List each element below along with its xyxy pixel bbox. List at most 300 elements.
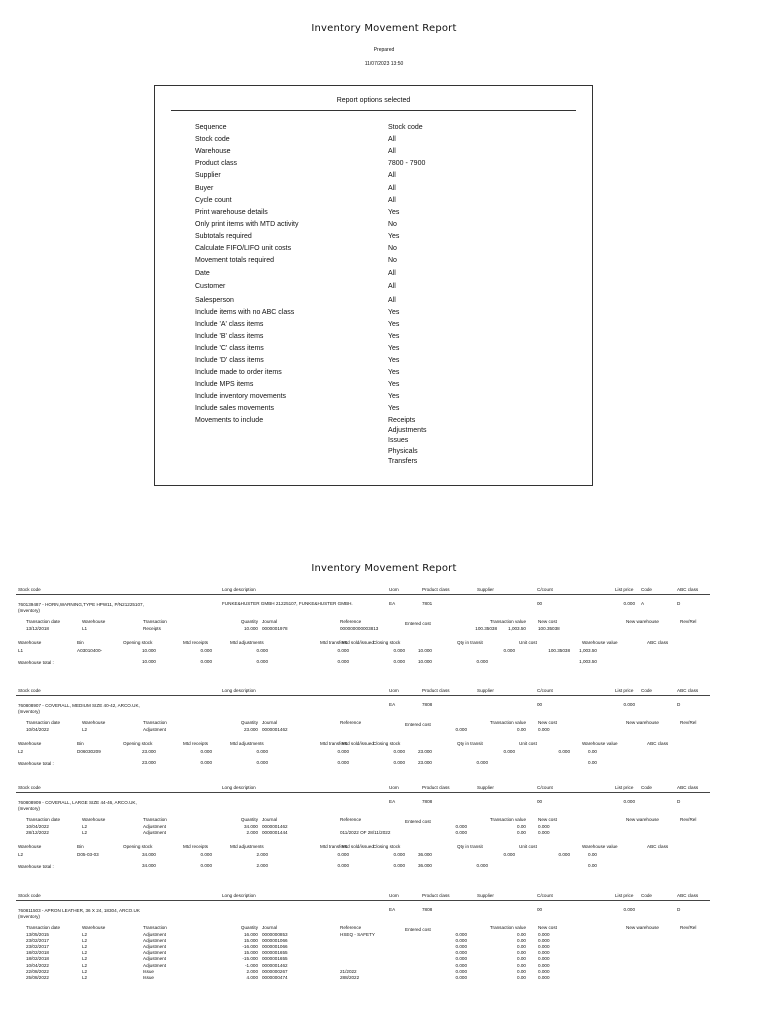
option-label: Customer [195, 283, 226, 290]
option-label: Only print items with MTD activity [195, 221, 299, 228]
warehouse-column-header: Mtd receipts [183, 741, 209, 747]
option-value: Yes [388, 233, 400, 240]
uom-value: EA [389, 702, 396, 707]
mtd-transfers: 0.000 [337, 648, 349, 654]
section-divider [16, 900, 710, 901]
option-label: Include 'D' class items [195, 357, 264, 364]
qty-in-transit: 0.000 [503, 749, 515, 755]
option-row [195, 367, 575, 378]
entered-cost: 0.000 [455, 968, 467, 974]
product-class-value: 7808 [422, 702, 433, 707]
inventory-label: (Inventory) [18, 608, 40, 613]
list-price-value: 0.000 [623, 601, 635, 606]
transaction-value: 0.00 [517, 938, 526, 944]
transaction-column-header: Warehouse [82, 619, 106, 624]
transaction-quantity: -16.000 [242, 944, 258, 950]
stock-column-header: ABC class [677, 893, 699, 898]
transaction-type: Issue [143, 968, 154, 974]
entered-cost: 0.000 [455, 824, 467, 829]
option-row [195, 183, 575, 194]
option-value: Yes [388, 393, 400, 400]
option-value: Yes [388, 209, 400, 216]
bin-value: D05-03-03 [77, 852, 99, 858]
option-value: All [388, 185, 396, 192]
unit-cost: 100.35038 [548, 648, 570, 654]
transaction-reference: 011/2022 OF 28/11/2022 [340, 830, 391, 836]
total-mtd-transfers: 0.000 [337, 760, 349, 766]
transaction-date: 23/02/2017 [26, 938, 49, 944]
transaction-quantity: -15.000 [242, 956, 258, 962]
option-value: Yes [388, 321, 400, 328]
option-row [195, 379, 575, 390]
transaction-reference: 21/2022 [340, 968, 357, 974]
warehouse-column-header: Qty in transit [457, 741, 483, 747]
transaction-warehouse: L2 [82, 956, 88, 962]
option-row [195, 343, 575, 354]
closing-stock: 23.000 [417, 749, 432, 755]
warehouse-column-header: Warehouse value [582, 844, 618, 850]
option-row [195, 268, 575, 279]
stock-column-header: Product class [422, 587, 450, 592]
option-value: Yes [388, 333, 400, 340]
warehouse-column-header: Mtd transfers [320, 640, 347, 646]
opening-stock: 10.000 [141, 648, 156, 654]
inventory-label: (Inventory) [18, 709, 40, 714]
new-cost: 0.000 [538, 974, 550, 980]
prepared-label: Prepared [373, 47, 395, 53]
transaction-column-header: New warehouse [626, 720, 659, 725]
cycle-count-value: 00 [537, 907, 543, 912]
closing-stock: 10.000 [417, 648, 432, 654]
transaction-column-header: Rev/Rel [680, 720, 697, 725]
transaction-value: 0.00 [517, 968, 526, 974]
total-opening-stock: 34.000 [141, 863, 156, 869]
transaction-column-header: New warehouse [626, 817, 659, 822]
total-mtd-adjustments: 2.000 [256, 863, 268, 869]
total-mtd-receipts: 0.000 [200, 659, 212, 665]
transaction-warehouse: L2 [82, 932, 88, 937]
warehouse-total-label: Warehouse total : [18, 761, 54, 767]
total-mtd-transfers: 0.000 [337, 863, 349, 869]
option-row [195, 231, 575, 242]
option-value: Yes [388, 381, 400, 388]
transaction-type: Adjustment [143, 956, 166, 962]
entered-cost: 0.000 [455, 962, 467, 968]
movement-type-value: Issues [388, 437, 409, 445]
transaction-journal: 0000001655 [262, 950, 288, 956]
option-label: Subtotals required [195, 233, 252, 240]
transaction-column-header: Journal [262, 817, 278, 822]
option-label: Salesperson [195, 297, 234, 304]
transaction-column-header: New warehouse [626, 925, 659, 930]
section-divider [16, 594, 710, 595]
abc-class-value: D [677, 601, 681, 606]
option-value: All [388, 148, 396, 155]
option-row [195, 331, 575, 342]
option-label: Product class [195, 160, 238, 167]
movement-type-value: Adjustments [388, 427, 427, 434]
transaction-column-header: Transaction [143, 619, 167, 624]
new-cost: 0.000 [538, 932, 550, 937]
stock-column-header: Uom [389, 785, 399, 790]
cycle-count-value: 00 [537, 601, 543, 606]
total-mtd-receipts: 0.000 [200, 863, 212, 869]
option-row [195, 255, 575, 266]
option-value: No [388, 221, 397, 228]
stock-column-header: Supplier [477, 893, 494, 898]
warehouse-column-header: Opening stock [123, 640, 153, 646]
option-row [195, 281, 575, 292]
option-row [195, 134, 575, 145]
inventory-label: (Inventory) [18, 914, 40, 919]
option-row [195, 295, 575, 306]
transaction-column-header: Warehouse [82, 720, 106, 725]
transaction-journal: 0000001655 [262, 956, 288, 962]
transaction-journal: 0000001978 [262, 626, 288, 631]
transaction-column-header: Transaction value [489, 619, 526, 624]
option-label: Include made to order items [195, 369, 282, 376]
bin-value: D06030209 [77, 749, 101, 755]
warehouse-column-header: Opening stock [123, 844, 153, 850]
option-row [195, 122, 575, 133]
abc-class-value: D [677, 907, 681, 912]
stock-column-header: Long description [222, 785, 256, 790]
transaction-date: 10/04/2022 [26, 962, 49, 968]
transaction-journal: 0000001462 [262, 824, 288, 829]
transaction-journal: 0000001462 [262, 962, 288, 968]
stock-column-header: Stock code [18, 587, 41, 592]
transaction-journal: 0000000853 [262, 932, 288, 937]
entered-cost: 0.000 [455, 932, 467, 937]
cycle-count-value: 00 [537, 702, 543, 707]
transaction-value: 0.00 [517, 962, 526, 968]
option-label: Movement totals required [195, 257, 274, 264]
option-value: 7800 - 7900 [388, 160, 426, 167]
transaction-column-header: Rev/Rel [680, 925, 697, 930]
option-row [195, 170, 575, 181]
unit-cost: 0.000 [558, 749, 570, 755]
movement-type-value: Physicals [388, 447, 418, 455]
entered-cost: 0.000 [455, 974, 467, 980]
total-closing-stock: 23.000 [417, 760, 432, 766]
transaction-quantity: 4.000 [246, 974, 258, 980]
mtd-receipts: 0.000 [200, 749, 212, 755]
stock-column-header: ABC class [677, 587, 699, 592]
option-row [195, 146, 575, 157]
option-row [195, 355, 575, 366]
transaction-warehouse: L2 [82, 938, 88, 944]
transaction-date: 23/02/2017 [26, 944, 49, 950]
abc-class-value: D [677, 702, 681, 707]
warehouse-column-header: Opening stock [123, 741, 153, 747]
stock-column-header: ABC class [677, 688, 699, 693]
option-row [195, 219, 575, 230]
transaction-quantity: 2.000 [246, 830, 258, 836]
inventory-label: (Inventory) [18, 806, 40, 811]
stock-column-header: List price [615, 785, 634, 790]
new-cost: 0.000 [538, 824, 550, 829]
transaction-value: 0.00 [517, 956, 526, 962]
stock-column-header: Code [641, 893, 652, 898]
option-label: Include inventory movements [195, 393, 287, 400]
transaction-date: 28/12/2022 [26, 830, 49, 836]
option-value: Receipts [388, 417, 416, 424]
transaction-quantity: -1.000 [244, 962, 258, 968]
stock-code-description: 760139487 - HORN,WARNING,TYPE HPW11, P/N21225107, [18, 602, 144, 607]
transaction-date: 10/04/2022 [26, 727, 49, 732]
transaction-quantity: 23.000 [243, 727, 258, 732]
transaction-column-header: Journal [262, 720, 278, 725]
transaction-column-header: Entered cost [405, 819, 431, 824]
option-label: Include sales movements [195, 405, 274, 412]
report-options-heading: Report options selected [336, 97, 411, 104]
transaction-column-header: New cost [538, 720, 557, 725]
total-mtd-sold-issued: 0.000 [393, 659, 405, 665]
transaction-column-header: Transaction date [26, 925, 61, 930]
transaction-column-header: Warehouse [82, 817, 106, 822]
stock-column-header: Product class [422, 785, 450, 790]
option-row [195, 391, 575, 402]
warehouse-column-header: Closing stock [373, 640, 401, 646]
mtd-sold-issued: 0.000 [393, 749, 405, 755]
warehouse-column-header: ABC class [647, 640, 669, 646]
transaction-date: 10/04/2022 [26, 824, 49, 829]
transaction-warehouse: L2 [82, 944, 88, 950]
transaction-type: Issue [143, 974, 154, 980]
mtd-transfers: 0.000 [337, 852, 349, 858]
transaction-warehouse: L2 [82, 968, 88, 974]
warehouse-code: L2 [18, 852, 24, 858]
transaction-column-header: Reference [340, 817, 362, 822]
transaction-column-header: Rev/Rel [680, 817, 697, 822]
opening-stock: 34.000 [141, 852, 156, 858]
total-qty-in-transit: 0.000 [476, 760, 488, 766]
transaction-quantity: 16.000 [243, 932, 258, 937]
transaction-column-header: Journal [262, 925, 278, 930]
total-mtd-adjustments: 0.000 [256, 760, 268, 766]
transaction-quantity: 34.000 [243, 824, 258, 829]
report-title-2: Inventory Movement Report [311, 563, 457, 574]
entered-cost: 0.000 [455, 950, 467, 956]
new-cost: 0.000 [538, 938, 550, 944]
warehouse-column-header: Warehouse [18, 640, 42, 646]
long-description: FUNKE&HUSTER GMBH 21225107, FUNKE&HUSTER GMBH. [222, 601, 353, 606]
transaction-column-header: Transaction [143, 817, 167, 822]
warehouse-total-label: Warehouse total : [18, 864, 54, 870]
warehouse-column-header: Mtd adjustments [230, 640, 264, 646]
transaction-warehouse: L2 [82, 962, 88, 968]
transaction-type: Adjustment [143, 830, 166, 836]
options-divider [171, 110, 576, 111]
transaction-type: Adjustment [143, 944, 166, 950]
warehouse-column-header: Mtd receipts [183, 844, 209, 850]
warehouse-value: 0.00 [588, 749, 597, 755]
transaction-journal: 0000001066 [262, 944, 288, 950]
mtd-receipts: 0.000 [200, 648, 212, 654]
new-cost: 0.000 [538, 727, 550, 732]
entered-cost: 0.000 [455, 944, 467, 950]
transaction-type: Adjustment [143, 962, 166, 968]
option-value: No [388, 245, 397, 252]
option-value: Yes [388, 309, 400, 316]
option-row [195, 243, 575, 254]
option-row [195, 195, 575, 206]
option-label: Warehouse [195, 148, 231, 155]
warehouse-column-header: Mtd sold/issued [342, 640, 374, 646]
new-cost: 100.35038 [538, 626, 560, 631]
uom-value: EA [389, 907, 396, 912]
warehouse-column-header: Bin [77, 741, 84, 747]
transaction-column-header: Reference [340, 619, 362, 624]
transaction-journal: 0000000474 [262, 974, 288, 980]
transaction-value: 0.00 [517, 727, 526, 732]
prepared-datetime: 11/07/2023 13:50 [364, 61, 404, 67]
stock-column-header: Product class [422, 688, 450, 693]
product-class-value: 7808 [422, 799, 433, 804]
stock-column-header: Uom [389, 688, 399, 693]
transaction-column-header: Quantity [240, 720, 258, 725]
warehouse-column-header: Mtd sold/issued [342, 741, 374, 747]
option-value: All [388, 270, 396, 277]
total-opening-stock: 10.000 [141, 659, 156, 665]
transaction-quantity: 2.000 [246, 968, 258, 974]
stock-column-header: C/count [537, 688, 553, 693]
warehouse-code: L2 [18, 749, 24, 755]
uom-value: EA [389, 799, 396, 804]
option-label: Date [195, 270, 210, 277]
stock-column-header: C/count [537, 893, 553, 898]
option-label: Stock code [195, 136, 230, 143]
transaction-type: Receipts [143, 626, 161, 631]
total-warehouse-value: 0.00 [588, 863, 597, 869]
warehouse-column-header: ABC class [647, 741, 669, 747]
product-class-value: 7801 [422, 601, 433, 606]
total-qty-in-transit: 0.000 [476, 863, 488, 869]
transaction-column-header: Transaction value [489, 817, 526, 822]
section-divider [16, 695, 710, 696]
transaction-warehouse: L1 [82, 626, 88, 631]
total-warehouse-value: 0.00 [588, 760, 597, 766]
section-divider [16, 792, 710, 793]
option-row [195, 319, 575, 330]
warehouse-column-header: Qty in transit [457, 844, 483, 850]
transaction-warehouse: L2 [82, 830, 88, 836]
report-body [0, 586, 768, 1024]
stock-column-header: Long description [222, 688, 256, 693]
transaction-column-header: Transaction date [26, 817, 61, 822]
option-value: No [388, 257, 397, 264]
stock-column-header: Code [641, 785, 652, 790]
transaction-column-header: Reference [340, 925, 362, 930]
entered-cost: 0.000 [455, 727, 467, 732]
option-label: Include MPS items [195, 381, 254, 388]
stock-column-header: Product class [422, 893, 450, 898]
option-label: Include 'A' class items [195, 321, 264, 328]
total-closing-stock: 10.000 [417, 659, 432, 665]
transaction-column-header: Journal [262, 619, 278, 624]
warehouse-code: L1 [18, 648, 24, 654]
opening-stock: 23.000 [141, 749, 156, 755]
transaction-warehouse: L2 [82, 824, 88, 829]
option-value: Stock code [388, 124, 423, 131]
new-cost: 0.000 [538, 968, 550, 974]
option-value: All [388, 283, 396, 290]
new-cost: 0.000 [538, 962, 550, 968]
option-label: Include items with no ABC class [195, 309, 295, 316]
stock-column-header: Long description [222, 893, 256, 898]
mtd-transfers: 0.000 [337, 749, 349, 755]
transaction-type: Adjustment [143, 950, 166, 956]
warehouse-value: 0.00 [588, 852, 597, 858]
transaction-column-header: Quantity [240, 925, 258, 930]
transaction-column-header: Transaction date [26, 619, 61, 624]
transaction-reference: HSEQ - SAFETY [340, 932, 375, 937]
transaction-column-header: New cost [538, 925, 557, 930]
option-label: Supplier [195, 172, 221, 179]
transaction-journal: 0000000267 [262, 968, 288, 974]
transaction-column-header: Transaction [143, 925, 167, 930]
stock-column-header: Uom [389, 893, 399, 898]
entered-cost: 0.000 [455, 938, 467, 944]
code-value: A [641, 601, 645, 606]
option-label: Movements to include [195, 417, 264, 424]
new-cost: 0.000 [538, 830, 550, 836]
transaction-date: 25/08/2022 [26, 974, 49, 980]
total-mtd-receipts: 0.000 [200, 760, 212, 766]
warehouse-column-header: Mtd adjustments [230, 844, 264, 850]
warehouse-column-header: Closing stock [373, 844, 401, 850]
transaction-type: Adjustment [143, 824, 166, 829]
warehouse-column-header: Warehouse [18, 741, 42, 747]
closing-stock: 36.000 [417, 852, 432, 858]
warehouse-column-header: Warehouse value [582, 741, 618, 747]
stock-code-description: 760808909 - COVERALL, LARGE SIZE 44-46, ARCO.UK, [18, 800, 137, 805]
entered-cost: 0.000 [455, 830, 467, 836]
transaction-journal: 0000001066 [262, 938, 288, 944]
transaction-column-header: Entered cost [405, 722, 431, 727]
transaction-type: Adjustment [143, 932, 166, 937]
option-value: Yes [388, 369, 400, 376]
transaction-type: Adjustment [143, 727, 166, 732]
transaction-column-header: Transaction value [489, 720, 526, 725]
stock-column-header: Supplier [477, 785, 494, 790]
bin-value: A03010400- [77, 648, 103, 654]
abc-class-value: D [677, 799, 681, 804]
transaction-column-header: Warehouse [82, 925, 106, 930]
option-label: Cycle count [195, 197, 232, 204]
stock-column-header: Code [641, 688, 652, 693]
option-label: Include 'B' class items [195, 333, 264, 340]
total-mtd-sold-issued: 0.000 [393, 760, 405, 766]
warehouse-column-header: Bin [77, 640, 84, 646]
option-row [195, 158, 575, 169]
stock-column-header: Long description [222, 587, 256, 592]
transaction-value: 0.00 [517, 944, 526, 950]
option-value: Yes [388, 345, 400, 352]
transaction-value: 0.00 [517, 974, 526, 980]
stock-code-description: 760808907 - COVERALL, MEDIUM SIZE 40-42, ARCO.UK, [18, 703, 140, 708]
option-value: All [388, 136, 396, 143]
transaction-column-header: New cost [538, 817, 557, 822]
stock-column-header: List price [615, 893, 634, 898]
mtd-adjustments: 2.000 [256, 852, 268, 858]
transaction-value: 0.00 [517, 830, 526, 836]
transaction-journal: 0000001444 [262, 830, 288, 836]
warehouse-column-header: Mtd transfers [320, 741, 347, 747]
mtd-adjustments: 0.000 [256, 749, 268, 755]
transaction-reference: 000000000003813 [340, 626, 379, 631]
list-price-value: 0.000 [623, 799, 635, 804]
